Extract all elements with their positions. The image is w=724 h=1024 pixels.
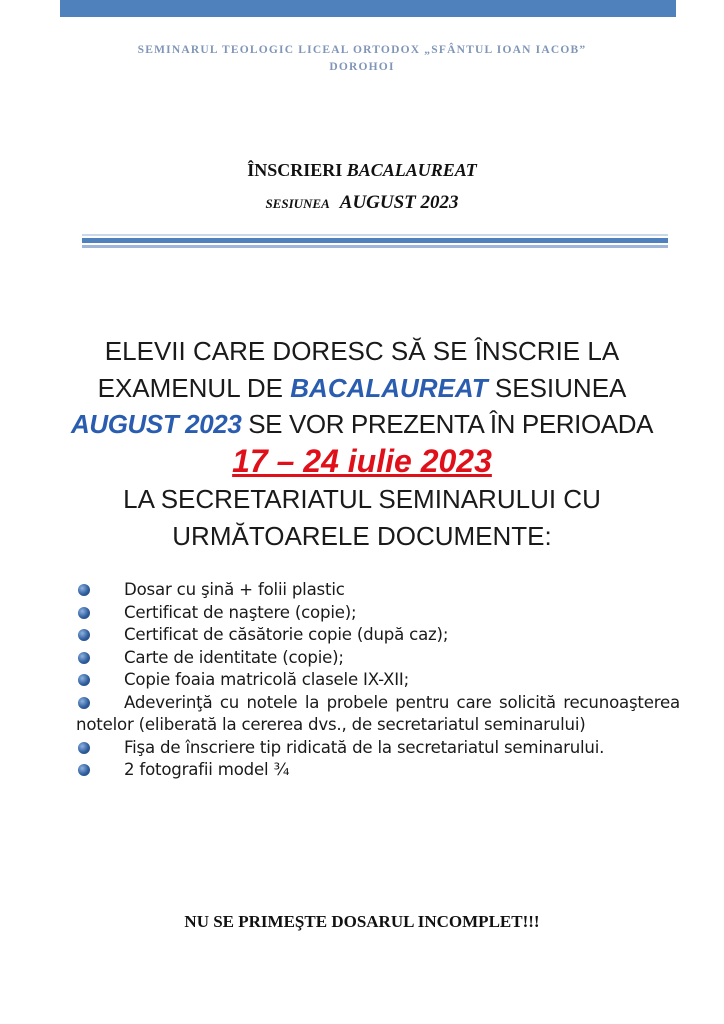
session-word: SESIUNEA	[265, 196, 330, 211]
title-exam: BACALAUREAT	[346, 160, 477, 180]
bullet-icon	[78, 742, 90, 754]
incomplete-file-notice: NU SE PRIMEŞTE DOSARUL INCOMPLET!!!	[184, 912, 540, 931]
section-divider	[82, 234, 668, 248]
main-line-5: LA SECRETARIATUL SEMINARULUI CU	[123, 484, 601, 514]
list-item: 2 fotografii model ¾	[76, 759, 680, 782]
bullet-icon	[78, 652, 90, 664]
list-item: Certificat de căsătorie copie (după caz);	[76, 624, 680, 647]
main-line-4	[0, 443, 724, 482]
main-line-2-highlight: BACALAUREAT	[290, 372, 488, 403]
school-name: SEMINARUL TEOLOGIC LICEAL ORTODOX „SFÂNTUL IOAN IACOB”	[137, 44, 587, 56]
title-word: ÎNSCRIERI	[247, 160, 343, 180]
bullet-icon	[78, 607, 90, 619]
list-item: Certificat de naştere (copie);	[76, 602, 680, 625]
list-item: Adeverinţă cu notele la probele pentru care solicită recunoaşterea notelor (eliberată la cererea dvs., de secretariatul seminarului)	[76, 692, 680, 734]
list-item: Fişa de înscriere tip ridicată de la secretariatul seminarului.	[76, 737, 680, 760]
session-value: AUGUST 2023	[339, 192, 459, 213]
bullet-icon	[78, 674, 90, 686]
registration-period-date: 17 – 24 iulie 2023	[232, 442, 492, 479]
main-line-6: URMĂTOARELE DOCUMENTE:	[172, 520, 552, 551]
main-line-3-after: SE VOR PREZENTA ÎN PERIOADA	[248, 409, 654, 439]
bullet-icon	[78, 584, 90, 596]
top-color-bar	[60, 0, 676, 17]
documents-list	[76, 579, 680, 782]
main-line-3-highlight: AUGUST 2023	[70, 409, 242, 439]
main-line-2	[0, 370, 724, 407]
school-city: DOROHOI	[329, 61, 395, 73]
bullet-icon	[78, 629, 90, 641]
main-message	[0, 333, 724, 554]
main-line-2-before: EXAMENUL DE	[97, 372, 284, 403]
list-item: Dosar cu şină + folii plastic	[76, 579, 680, 602]
list-item: Carte de identitate (copie);	[76, 647, 680, 670]
main-line-3	[0, 406, 724, 443]
main-line-2-after: SESIUNEA	[494, 372, 627, 403]
announcement-title	[0, 158, 724, 182]
main-line-1: ELEVII CARE DORESC SĂ SE ÎNSCRIE LA	[104, 336, 620, 366]
bullet-icon	[78, 697, 90, 709]
announcement-session	[0, 190, 724, 217]
list-item: Copie foaia matricolă clasele IX-XII;	[76, 669, 680, 692]
school-header	[0, 42, 724, 76]
bullet-icon	[78, 764, 90, 776]
